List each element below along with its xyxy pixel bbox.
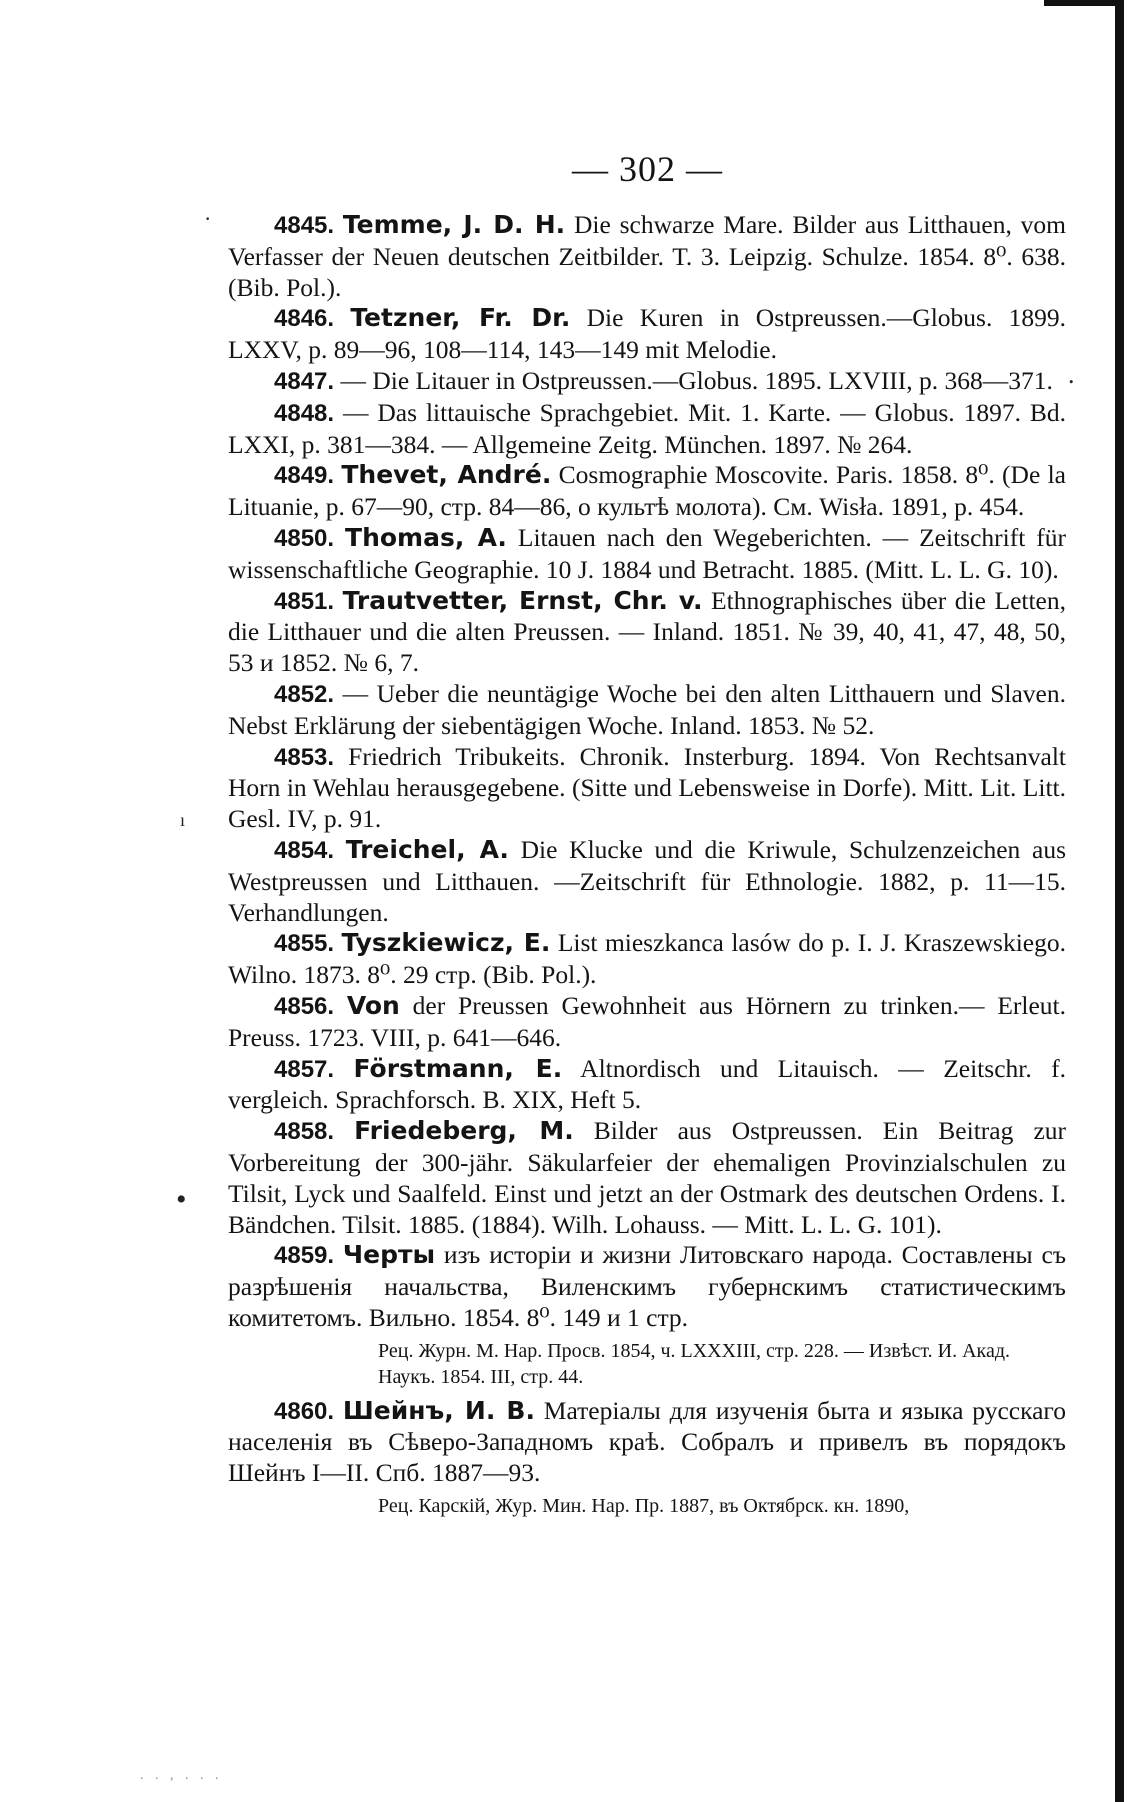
entry-text: Die schwarze Mare. Bilder aus Litthauen, vom Verfasser der Neuen deutschen Zeitbilder. T. 3. Leipzig. Schulze. 1854. 8⁰. 638. (Bib. Pol.). xyxy=(228,210,1066,302)
entry-author: Tetzner, Fr. Dr. xyxy=(350,303,571,333)
entry-text: Die Klucke und die Kriwule, Schulzenzeichen aus Westpreussen und Litthauen. —Zeitschrift für Ethnologie. 1882, p. 11—15. Verhandlungen. xyxy=(228,834,1067,927)
entry-review-note: Рец. Карскій, Жур. Мин. Нар. Пр. 1887, въ Октябрск. кн. 1890, xyxy=(378,1495,910,1518)
margin-comma: . xyxy=(1068,360,1075,389)
entry-4852 xyxy=(228,679,1066,742)
entry-number: 4849. xyxy=(274,462,335,490)
entry-text: der Preussen Gewohnheit aus Hörnern zu trinken.— Erleut. Preuss. 1723. VIII, p. 641—646. xyxy=(228,990,1066,1052)
entry-author: Черты xyxy=(342,1240,436,1270)
scan-edge-top xyxy=(1044,0,1124,6)
entry-4860 xyxy=(228,1396,1066,1519)
entry-text: Ethnographisches über die Letten, die Litthauer und die alten Preussen. — Inland. 1851. № 39, 40, 41, 47, 48, 50, 53 и 1852. № 6, 7. xyxy=(228,585,1066,678)
entry-author: Thomas, A. xyxy=(345,522,507,552)
margin-dot: • xyxy=(176,1183,187,1216)
entry-number: 4859. xyxy=(274,1242,335,1270)
entry-4859 xyxy=(228,1240,1066,1389)
entry-text: — Die Litauer in Ostpreussen.—Globus. 1895. LXVIII, p. 368—371. xyxy=(334,365,1053,395)
entry-number: 4852. xyxy=(274,680,335,708)
entry-number: 4851. xyxy=(274,587,335,615)
entry-4846 xyxy=(228,303,1066,366)
entry-number: 4854. xyxy=(274,836,335,864)
entry-number: 4860. xyxy=(274,1397,335,1425)
entry-author: Von xyxy=(346,990,400,1020)
entry-author: Förstmann, E. xyxy=(353,1053,563,1083)
entry-4850 xyxy=(228,523,1066,586)
entry-4845 xyxy=(228,210,1066,303)
scan-specks: . . , . . . xyxy=(140,1768,223,1783)
entry-number: 4846. xyxy=(274,305,335,333)
entry-4858 xyxy=(228,1116,1066,1240)
entry-text: Litauen nach den Wegeberichten. — Zeitschrift für wissenschaftliche Geographie. 10 J. 1884 und Betracht. 1885. (Mitt. L. L. G. 10). xyxy=(228,522,1066,584)
entry-text: Die Kuren in Ostpreussen.—Globus. 1899. LXXV, p. 89—96, 108—114, 143—149 mit Melodie. xyxy=(228,303,1066,365)
margin-tick: · xyxy=(204,206,212,231)
entry-text: Матеріалы для изученія быта и языка русскаго населенія въ Сѣверо-Западномъ краѣ. Собралъ и привелъ въ порядокъ Шейнъ I—II. Спб. 1887—93. xyxy=(228,1395,1066,1488)
entry-number: 4853. xyxy=(274,743,335,771)
entry-4857 xyxy=(228,1054,1066,1117)
entry-author: Шейнъ, И. В. xyxy=(342,1395,535,1425)
entry-text: List mieszkanca lasów do p. I. J. Kraszewskiego. Wilno. 1873. 8⁰. 29 стр. (Bib. Pol.). xyxy=(228,928,1066,990)
entry-number: 4845. xyxy=(274,212,335,239)
entry-number: 4858. xyxy=(274,1118,335,1146)
entry-text: — Das littauische Sprachgebiet. Mit. 1. Karte. — Globus. 1897. Bd. LXXI, p. 381—384. — Allgemeine Zeitg. München. 1897. № 264. xyxy=(228,397,1066,459)
margin-line: ı xyxy=(180,810,186,830)
entry-author: Temme, J. D. H. xyxy=(342,210,566,239)
entry-4851 xyxy=(228,586,1066,679)
entry-4854 xyxy=(228,835,1066,928)
scan-edge-right xyxy=(1115,0,1124,1802)
entry-review-note: Рец. Журн. М. Нар. Просв. 1854, ч. LXXXIII, стр. 228. — Извѣст. И. Акад. Наукъ. 1854. III, стр. 44. xyxy=(378,1339,1011,1388)
entry-author: Friedeberg, M. xyxy=(354,1116,574,1146)
entry-text: Friedrich Tribukeits. Chronik. Insterburg. 1894. Von Rechtsanvalt Horn in Wehlau herausgegebene. (Sitte und Lebensweise in Dorfe). Mitt. Lit. Litt. Gesl. IV, p. 91. xyxy=(228,741,1066,834)
entry-text: Cosmographie Moscovite. Paris. 1858. 8⁰. (De la Lituanie, p. 67—90, стр. 84—86, о культѣ молота). Cм. Wisła. 1891, p. 454. xyxy=(228,460,1066,522)
entry-text: Bilder aus Ostpreussen. Ein Beitrag zur Vorbereitung der 300-jähr. Säkularfeier der ehemaligen Provinzialschulen zu Tilsit, Lyck und Saalfeld. Einst und jetzt an der Ostmark des deutschen Ordens. I. Bändchen. Tilsit. 1885. (1884). Wilh. Lohauss. — Mitt. L. L. G. 101). xyxy=(228,1116,1066,1239)
entry-4855 xyxy=(228,928,1066,991)
entry-4856 xyxy=(228,991,1066,1054)
entry-author: Thevet, André. xyxy=(341,460,552,490)
entry-number: 4848. xyxy=(274,399,335,427)
entry-number: 4847. xyxy=(274,367,335,395)
entry-text: изъ исторіи и жизни Литовскаго народа. Составлены съ разрѣшенія начальства, Виленскимъ губернскимъ статистическимъ комитетомъ. Вильно. 1854. 8⁰. 149 и 1 стр. xyxy=(228,1240,1067,1332)
entry-4847 xyxy=(228,366,1066,398)
entry-author: Tyszkiewicz, E. xyxy=(341,928,551,958)
entry-number: 4850. xyxy=(274,524,335,552)
entry-number: 4857. xyxy=(274,1055,335,1083)
entry-4849 xyxy=(228,460,1066,523)
entry-text: Altnordisch und Litauisch. — Zeitschr. f. vergleich. Sprachforsch. B. XIX, Heft 5. xyxy=(228,1053,1066,1115)
entry-number: 4855. xyxy=(274,930,335,958)
entry-4853 xyxy=(228,742,1066,835)
entry-4848 xyxy=(228,398,1066,461)
entry-author: Treichel, A. xyxy=(345,834,509,864)
entry-author: Trautvetter, Ernst, Chr. v. xyxy=(342,585,703,615)
bibliography-list xyxy=(228,210,1066,1525)
entry-text: — Ueber die neuntägige Woche bei den alten Litthauern und Slaven. Nebst Erklärung der siebentägigen Woche. Inland. 1853. № 52. xyxy=(228,678,1066,740)
entry-number: 4856. xyxy=(274,992,335,1020)
page-number: — 302 — xyxy=(572,149,723,189)
